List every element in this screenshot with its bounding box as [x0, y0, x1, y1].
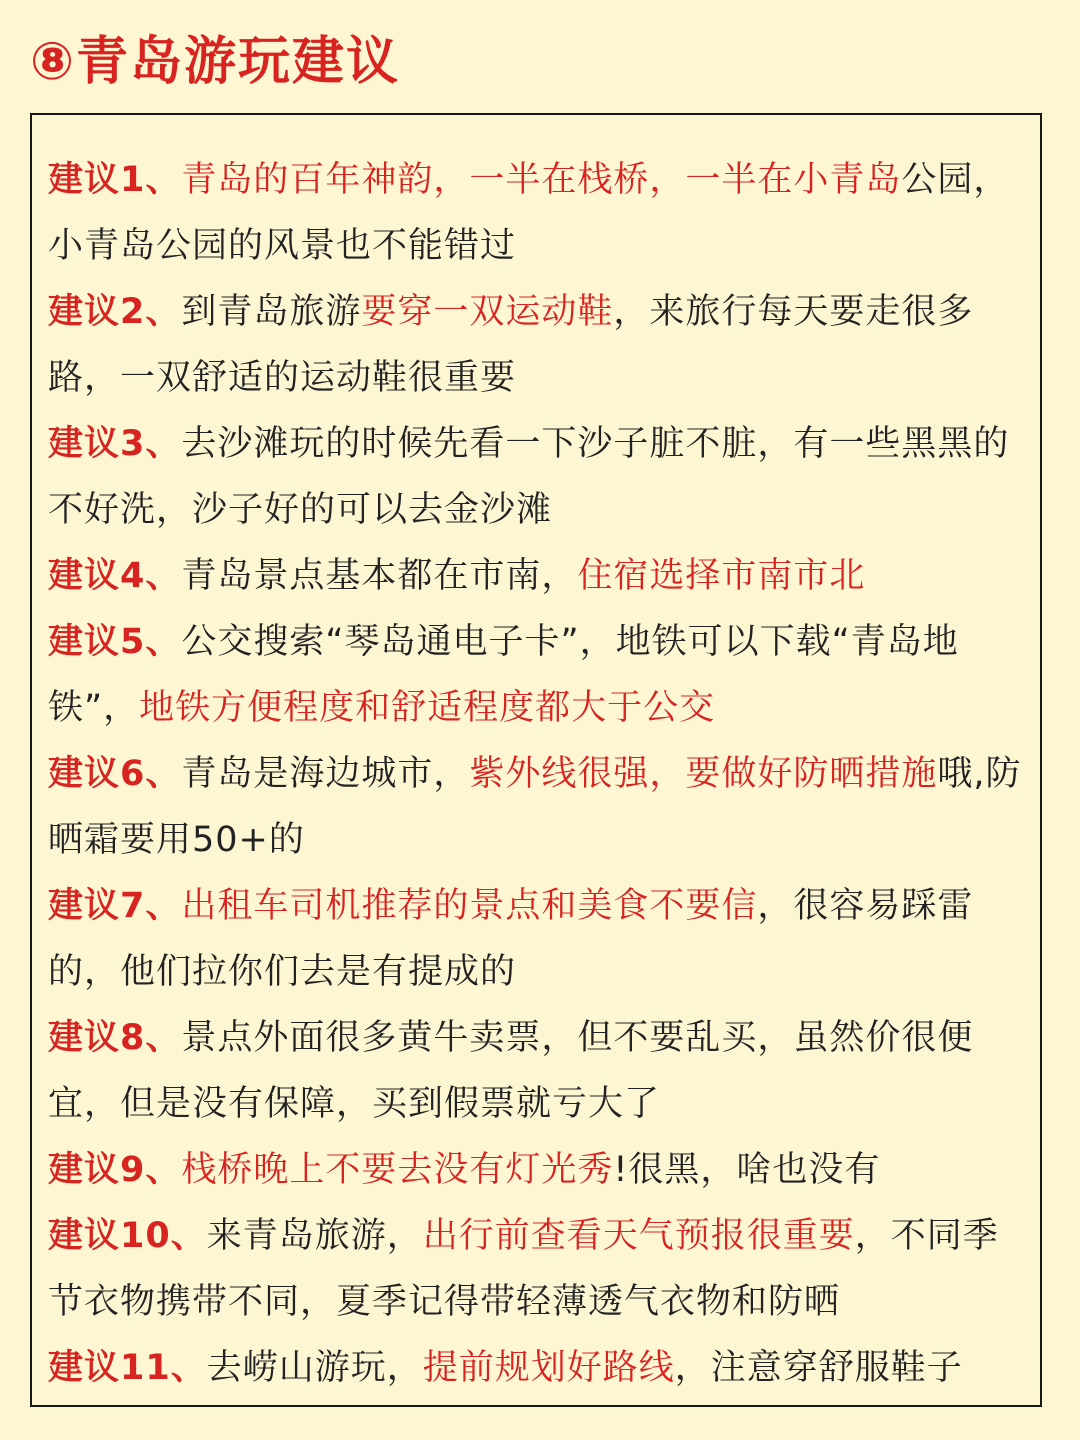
page-title: ⑧青岛游玩建议 [30, 32, 401, 92]
tip-label: 建议6、 [48, 754, 182, 794]
tip-text: 哦,防晒霜要用50+的 [48, 754, 1022, 860]
tip-text: 青岛是海边城市， [181, 754, 470, 794]
tip-label: 建议2、 [48, 292, 182, 332]
tip-highlight-text: 青岛的百年神韵，一半在栈桥，一半在小青岛 [181, 160, 902, 200]
tip-item-5 [48, 609, 1030, 741]
tip-highlight-text: 提前规划好路线 [422, 1348, 675, 1388]
tip-text: 去沙滩玩的时候先看一下沙子脏不脏，有一些黑黑的不好洗，沙子好的可以去金沙滩 [48, 424, 1010, 530]
tip-item-10 [48, 1203, 1030, 1335]
tip-text: 青岛景点基本都在市南， [181, 556, 578, 596]
tip-item-2 [48, 279, 1030, 411]
tip-label: 建议8、 [48, 1018, 182, 1058]
tip-text: !很黑，啥也没有 [613, 1150, 881, 1190]
tip-highlight-text: 栈桥晚上不要去没有灯光秀 [181, 1150, 614, 1190]
tips-list [48, 147, 1030, 1401]
tip-text: 景点外面很多黄牛卖票，但不要乱买，虽然价很便宜，但是没有保障，买到假票就亏大了 [48, 1018, 974, 1124]
tip-label: 建议4、 [48, 556, 182, 596]
tip-text: ，注意穿舒服鞋子 [674, 1348, 963, 1388]
tip-text: ，很容易踩雷的，他们拉你们去是有提成的 [48, 886, 974, 992]
tip-highlight-text: 紫外线很强，要做好防晒措施 [469, 754, 938, 794]
tip-text: 公交搜索“琴岛通电子卡”，地铁可以下载“青岛地铁”， [48, 622, 959, 728]
tip-item-1 [48, 147, 1030, 279]
tip-text: 来青岛旅游， [206, 1216, 423, 1256]
tip-highlight-text: 出行前查看天气预报很重要 [422, 1216, 855, 1256]
tip-text: 公园，小青岛公园的风景也不能错过 [48, 160, 1010, 266]
tip-item-8 [48, 1005, 1030, 1137]
tip-item-3 [48, 411, 1030, 543]
tip-item-9 [48, 1137, 1030, 1203]
tip-label: 建议7、 [48, 886, 182, 926]
tip-text: 到青岛旅游 [181, 292, 362, 332]
tip-item-6 [48, 741, 1030, 873]
tip-text: ，不同季节衣物携带不同，夏季记得带轻薄透气衣物和防晒 [48, 1216, 999, 1322]
tip-item-7 [48, 873, 1030, 1005]
tip-label: 建议1、 [48, 160, 182, 200]
tip-label: 建议3、 [48, 424, 182, 464]
tip-text: ，来旅行每天要走很多路，一双舒适的运动鞋很重要 [48, 292, 974, 398]
tip-item-4 [48, 543, 1030, 609]
tip-highlight-text: 出租车司机推荐的景点和美食不要信 [181, 886, 758, 926]
tip-label: 建议11、 [48, 1348, 207, 1388]
tip-label: 建议10、 [48, 1216, 207, 1256]
tips-box [30, 113, 1042, 1407]
tip-highlight-text: 地铁方便程度和舒适程度都大于公交 [139, 688, 716, 728]
tip-item-11 [48, 1335, 1030, 1401]
tip-highlight-text: 要穿一双运动鞋 [361, 292, 614, 332]
tip-highlight-text: 住宿选择市南市北 [577, 556, 866, 596]
tip-text: 去崂山游玩， [206, 1348, 423, 1388]
tip-label: 建议9、 [48, 1150, 182, 1190]
tip-label: 建议5、 [48, 622, 182, 662]
